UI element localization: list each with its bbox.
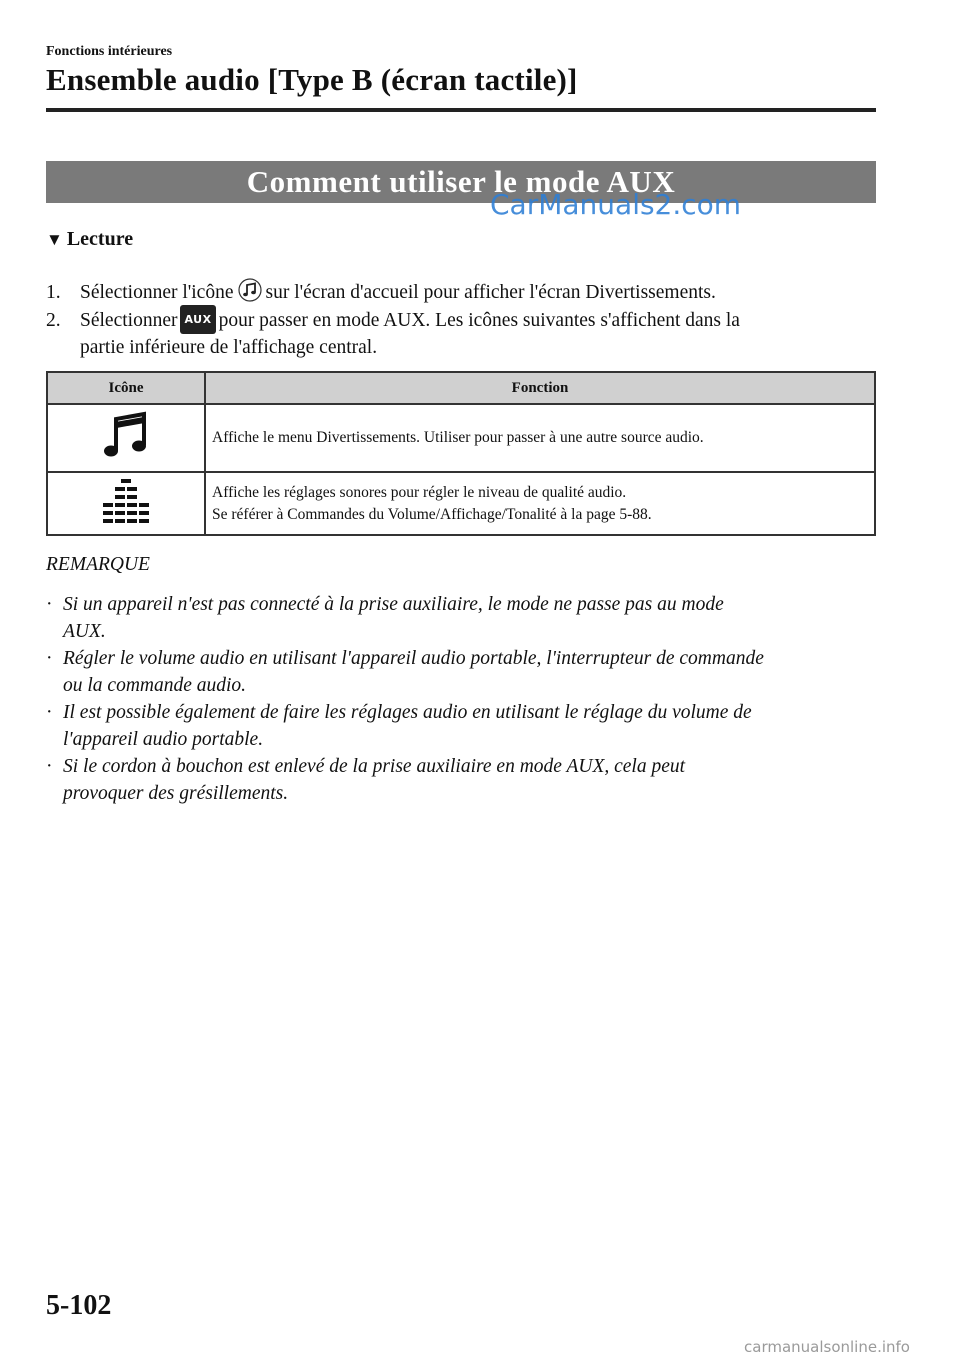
note-text-continued: l'appareil audio portable.: [63, 729, 264, 750]
page-number: 5-102: [46, 1290, 112, 1321]
watermark: CarManuals2.com: [490, 188, 742, 221]
note-text-continued: AUX.: [63, 621, 106, 642]
function-text: Se référer à Commandes du Volume/Affichage/Tonalité à la page 5-88.: [212, 505, 652, 523]
footer-watermark: carmanualsonline.info: [744, 1338, 910, 1356]
note-text: Régler le volume audio en utilisant l'appareil audio portable, l'interrupteur de commande: [63, 648, 764, 669]
function-cell: [205, 472, 875, 535]
title-rule: [46, 108, 876, 112]
step-2: [46, 305, 876, 361]
icon-cell: [47, 472, 205, 535]
note-item: [46, 591, 876, 645]
note-text: Si le cordon à bouchon est enlevé de la prise auxiliaire en mode AUX, cela peut: [63, 756, 686, 777]
equalizer-icon: [98, 512, 154, 529]
note-text: Si un appareil n'est pas connecté à la prise auxiliaire, le mode ne passe pas au mode: [63, 594, 724, 615]
icon-cell: [47, 404, 205, 472]
step-number: 2.: [46, 310, 61, 331]
section-label: Fonctions intérieures: [46, 44, 173, 59]
section-banner: Comment utiliser le mode AUX: [46, 161, 876, 203]
aux-button-icon: AUX: [180, 305, 215, 334]
bullet-icon: ·: [46, 594, 53, 615]
note-text: Il est possible également de faire les réglages audio en utilisant le réglage du volume de: [63, 702, 752, 723]
function-cell: [205, 404, 875, 472]
table-row: [47, 472, 875, 535]
note-item: [46, 699, 876, 753]
icon-function-table: [46, 371, 876, 536]
function-text: Affiche le menu Divertissements. Utiliser pour passer à une autre source audio.: [212, 429, 704, 446]
step-text-continued: partie inférieure de l'affichage central.: [80, 337, 378, 358]
table-header-function: Fonction: [205, 372, 875, 404]
note-item: [46, 753, 876, 807]
function-text: Affiche les réglages sonores pour régler le niveau de qualité audio.: [212, 483, 627, 501]
bullet-icon: ·: [46, 756, 53, 777]
subsection-title: Lecture: [66, 228, 134, 250]
music-note-icon: [98, 448, 154, 465]
step-number: 1.: [46, 282, 61, 303]
bullet-icon: ·: [46, 702, 53, 723]
note-text-continued: provoquer des grésillements.: [63, 783, 289, 804]
note-title: REMARQUE: [46, 554, 150, 575]
triangle-marker-icon: ▼: [46, 230, 63, 249]
table-row: [47, 404, 875, 472]
step-text: Sélectionner l'icône: [80, 282, 234, 303]
bullet-icon: ·: [46, 648, 53, 669]
step-text-after: pour passer en mode AUX. Les icônes suivantes s'affichent dans la: [218, 310, 740, 331]
page-title: Ensemble audio [Type B (écran tactile)]: [46, 62, 578, 97]
step-text-after: sur l'écran d'accueil pour afficher l'écran Divertissements.: [265, 282, 716, 303]
note-item: [46, 645, 876, 699]
note-text-continued: ou la commande audio.: [63, 675, 247, 696]
table-header-icon: Icône: [47, 372, 205, 404]
step-text: Sélectionner: [80, 310, 178, 331]
subsection-heading: [46, 228, 133, 251]
